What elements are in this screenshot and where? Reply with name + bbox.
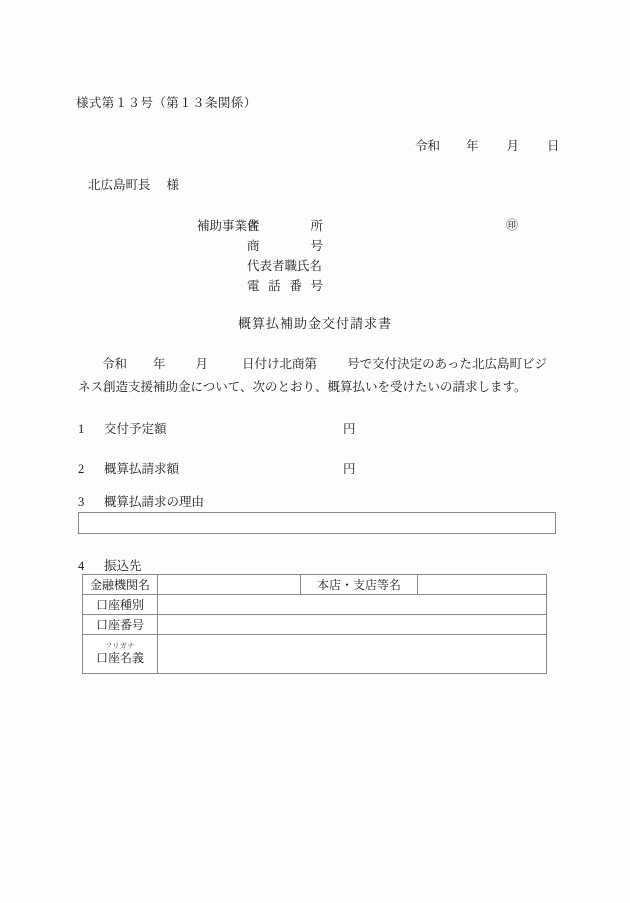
table-row xyxy=(83,635,547,674)
document-title: 概算払補助金交付請求書 xyxy=(237,316,392,331)
reason-input-box[interactable] xyxy=(78,512,556,534)
furigana-annotation: フリガナ xyxy=(105,641,135,650)
applicant-label-phone: 電話番号 xyxy=(247,279,323,293)
year-unit: 年 xyxy=(466,139,479,153)
applicant-row-trade-name xyxy=(197,236,327,256)
table-row xyxy=(83,595,547,615)
body-line1-tail: 号で交付決定のあった北広島町ビジネス創造支 xyxy=(78,357,547,394)
era-label: 令和 xyxy=(415,139,441,153)
item-reason xyxy=(78,492,204,510)
item-1-unit: 円 xyxy=(343,422,356,436)
body-line2: 援補助金について、次のとおり、概算払いを受けたいの請求します。 xyxy=(140,380,527,394)
item-1-number: 1 xyxy=(78,422,85,436)
applicant-block xyxy=(197,216,519,296)
bank-name-label: 金融機関名 xyxy=(83,575,158,595)
item-3-number: 3 xyxy=(78,495,85,509)
account-number-input[interactable] xyxy=(158,615,547,635)
applicant-group-label: 補助事業者 xyxy=(197,219,260,233)
table-row xyxy=(83,615,547,635)
body-year: 年 xyxy=(153,357,166,371)
day-unit: 日 xyxy=(547,139,560,153)
date-line xyxy=(415,136,560,154)
account-holder-input[interactable] xyxy=(158,635,547,674)
branch-name-label: 本店・支店等名 xyxy=(301,575,418,595)
account-type-label: 口座種別 xyxy=(83,595,158,615)
item-grant-amount xyxy=(78,419,356,437)
body-paragraph xyxy=(78,353,556,399)
item-2-number: 2 xyxy=(78,462,85,476)
item-4-number: 4 xyxy=(78,559,85,573)
month-unit: 月 xyxy=(506,139,520,153)
table-row xyxy=(83,575,547,595)
applicant-label-representative: 代表者職氏名 xyxy=(247,259,323,273)
applicant-row-address xyxy=(197,216,327,236)
bank-name-input[interactable] xyxy=(158,575,301,595)
account-number-label: 口座番号 xyxy=(83,615,158,635)
item-transfer-destination xyxy=(78,556,142,574)
applicant-label-trade-name: 商号 xyxy=(247,239,323,253)
item-2-label: 概算払請求額 xyxy=(104,462,180,476)
body-era: 令和 xyxy=(102,357,128,371)
account-type-input[interactable] xyxy=(158,595,547,615)
applicant-label-address: 住所 xyxy=(247,219,323,233)
bank-account-table xyxy=(82,574,547,674)
branch-name-input[interactable] xyxy=(418,575,547,595)
item-4-label: 振込先 xyxy=(104,559,142,573)
body-month: 月 xyxy=(195,357,209,371)
addressee-recipient: 北広島町長 xyxy=(88,178,151,192)
item-3-label: 概算払請求の理由 xyxy=(104,495,205,509)
item-1-label: 交付予定額 xyxy=(104,422,167,436)
addressee-honorific: 様 xyxy=(166,178,180,192)
seal-icon: ㊞ xyxy=(506,218,519,232)
account-holder-label-cell xyxy=(83,635,158,674)
applicant-row-phone xyxy=(197,276,327,296)
account-holder-label: 口座名義 xyxy=(95,651,144,666)
item-2-unit: 円 xyxy=(343,462,356,476)
item-requested-amount xyxy=(78,459,356,477)
addressee xyxy=(88,175,179,193)
form-number: 様式第１３号（第１３条関係） xyxy=(76,96,257,110)
body-doc-ref: 日付け北商第 xyxy=(242,357,318,371)
